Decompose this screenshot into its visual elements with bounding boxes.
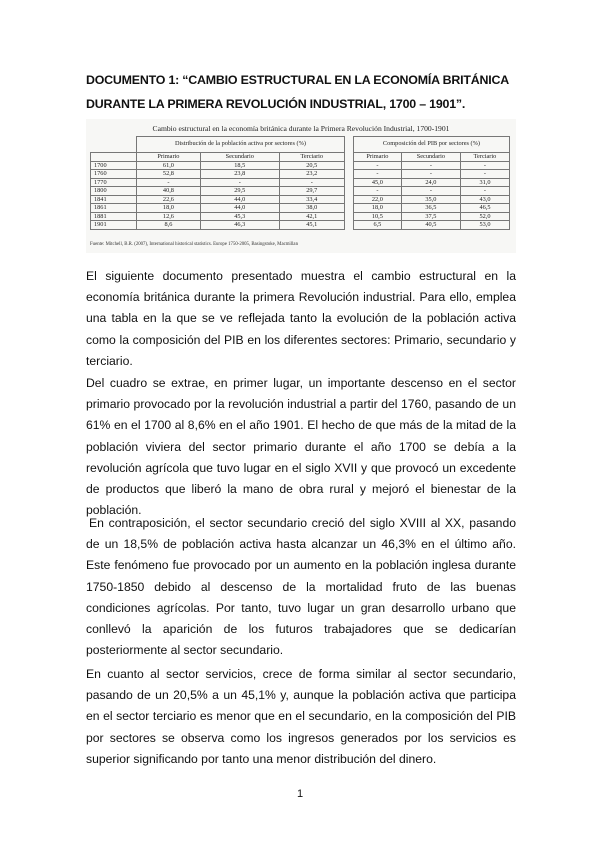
subheader-cell: Secundario [200, 153, 279, 162]
value-cell: - [460, 161, 509, 170]
year-cell: 1841 [91, 195, 137, 204]
value-cell: - [200, 178, 279, 187]
table-body [91, 161, 510, 229]
table-row [91, 221, 510, 230]
value-cell: 20,5 [279, 161, 344, 170]
subheader-cell: Secundario [401, 153, 460, 162]
table-title: Cambio estructural en la economía británica durante la Primera Revolución Industrial, 1700-1901 [152, 124, 450, 133]
value-cell: 45,0 [353, 178, 401, 187]
structural-change-table-figure [86, 119, 516, 253]
value-cell: 46,5 [460, 204, 509, 213]
value-cell: - [401, 161, 460, 170]
value-cell: - [460, 187, 509, 196]
table-row [91, 187, 510, 196]
value-cell: - [401, 170, 460, 179]
value-cell: 52,8 [137, 170, 201, 179]
year-cell: 1770 [91, 178, 137, 187]
table-row [91, 212, 510, 221]
value-cell: - [353, 170, 401, 179]
table-row [91, 178, 510, 187]
paragraph-primary-sector: Del cuadro se extrae, en primer lugar, un importante descenso en el sector primario provocado por la revolución industrial a partir del 1760, pasando de un 61% en el 1700 al 8,6% en el año 1901. El hecho de que más de la mitad de la población viviera del sector primario durante el año 1700 se debía a la revolución agrícola que tuvo lugar en el siglo XVII y que provocó un excedente de productos que liberó la mano de obra rural y mejoró el bienestar de la población. [86, 376, 516, 518]
year-cell: 1861 [91, 204, 137, 213]
subheader-cell: Primario [353, 153, 401, 162]
paragraph-intro: El siguiente documento presentado muestra el cambio estructural en la economía británica durante la primera Revolución industrial. Para ello, emplea una tabla en la que se ve reflejada tanto la evolución de la población activa como la composición del PIB en los diferentes sectores: Primario, secundario y terciario. [86, 269, 516, 368]
value-cell: 38,0 [279, 204, 344, 213]
year-cell: 1901 [91, 221, 137, 230]
subheader-cell: Terciario [460, 153, 509, 162]
value-cell: 18,0 [353, 204, 401, 213]
subheader-row [91, 153, 510, 162]
value-cell: 42,1 [279, 212, 344, 221]
value-cell: 18,0 [137, 204, 201, 213]
value-cell: 46,3 [200, 221, 279, 230]
value-cell: 12,6 [137, 212, 201, 221]
value-cell: - [353, 161, 401, 170]
year-cell: 1700 [91, 161, 137, 170]
value-cell: 8,6 [137, 221, 201, 230]
value-cell: 44,0 [200, 195, 279, 204]
table-source: Fuente: Mitchell, B.R. (2007), International historical statistics. Europe 1750-2005, Basingstoke, Macmillan [90, 242, 298, 247]
value-cell: 36,5 [401, 204, 460, 213]
table-row [91, 204, 510, 213]
table-row [91, 161, 510, 170]
value-cell: - [353, 187, 401, 196]
value-cell: 22,6 [137, 195, 201, 204]
paragraph-tertiary-sector: En cuanto al sector servicios, crece de forma similar al sector secundario, pasando de un 20,5% a un 45,1% y, aunque la población activa que participa en el sector terciario es menor que en el secundario, en la composición del PIB por sectores se observa como los ingresos generados por los servicios es superior significando por tanto una menor distribución del dinero. [86, 667, 516, 766]
table-row [91, 195, 510, 204]
value-cell: 35,0 [401, 195, 460, 204]
value-cell: 40,5 [401, 221, 460, 230]
value-cell: 44,0 [200, 204, 279, 213]
value-cell: 6,5 [353, 221, 401, 230]
subheader-cell: Primario [137, 153, 201, 162]
value-cell: - [137, 178, 201, 187]
value-cell: 33,4 [279, 195, 344, 204]
value-cell: 61,0 [137, 161, 201, 170]
value-cell: 24,0 [401, 178, 460, 187]
value-cell: 22,0 [353, 195, 401, 204]
value-cell: 10,5 [353, 212, 401, 221]
value-cell: 29,5 [200, 187, 279, 196]
value-cell: 37,5 [401, 212, 460, 221]
value-cell: 23,2 [279, 170, 344, 179]
value-cell: 53,0 [460, 221, 509, 230]
paragraph-secondary-sector: En contraposición, el sector secundario creció del siglo XVIII al XX, pasando de un 18,5% de población activa hasta alcanzar un 46,3% en el último año. Este fenómeno fue provocado por un aumento en la población inglesa durante 1750-1850 debido al descenso de la mortalidad fruto de las buenas condiciones agrícolas. Por tanto, tuvo lugar un gran desarrollo urbano que conllevó la aparición de los futuros trabajadores que se dedicarían posteriormente al sector secundario. [86, 516, 516, 658]
structural-change-table [90, 136, 510, 230]
value-cell: 29,7 [279, 187, 344, 196]
value-cell: 52,0 [460, 212, 509, 221]
document-heading: DOCUMENTO 1: “CAMBIO ESTRUCTURAL EN LA ECONOMÍA BRITÁNICA DURANTE LA PRIMERA REVOLUCIÓN INDUSTRIAL, 1700 – 1901”. [86, 73, 509, 111]
value-cell: 18,5 [200, 161, 279, 170]
value-cell: 45,3 [200, 212, 279, 221]
subheader-cell: Terciario [279, 153, 344, 162]
value-cell: - [401, 187, 460, 196]
value-cell: 43,0 [460, 195, 509, 204]
value-cell: 31,0 [460, 178, 509, 187]
header-population-group: Distribución de la población activa por sectores (%) [137, 137, 345, 153]
page-number: 1 [296, 788, 304, 800]
empty-corner-cell [91, 137, 137, 153]
year-cell: 1881 [91, 212, 137, 221]
empty-corner-cell [91, 153, 137, 162]
value-cell: - [279, 178, 344, 187]
value-cell: 40,8 [137, 187, 201, 196]
table-row [91, 170, 510, 179]
value-cell: 23,8 [200, 170, 279, 179]
header-gdp-group: Composición del PIB por sectores (%) [353, 137, 509, 153]
value-cell: - [460, 170, 509, 179]
value-cell: 45,1 [279, 221, 344, 230]
year-cell: 1800 [91, 187, 137, 196]
year-cell: 1760 [91, 170, 137, 179]
